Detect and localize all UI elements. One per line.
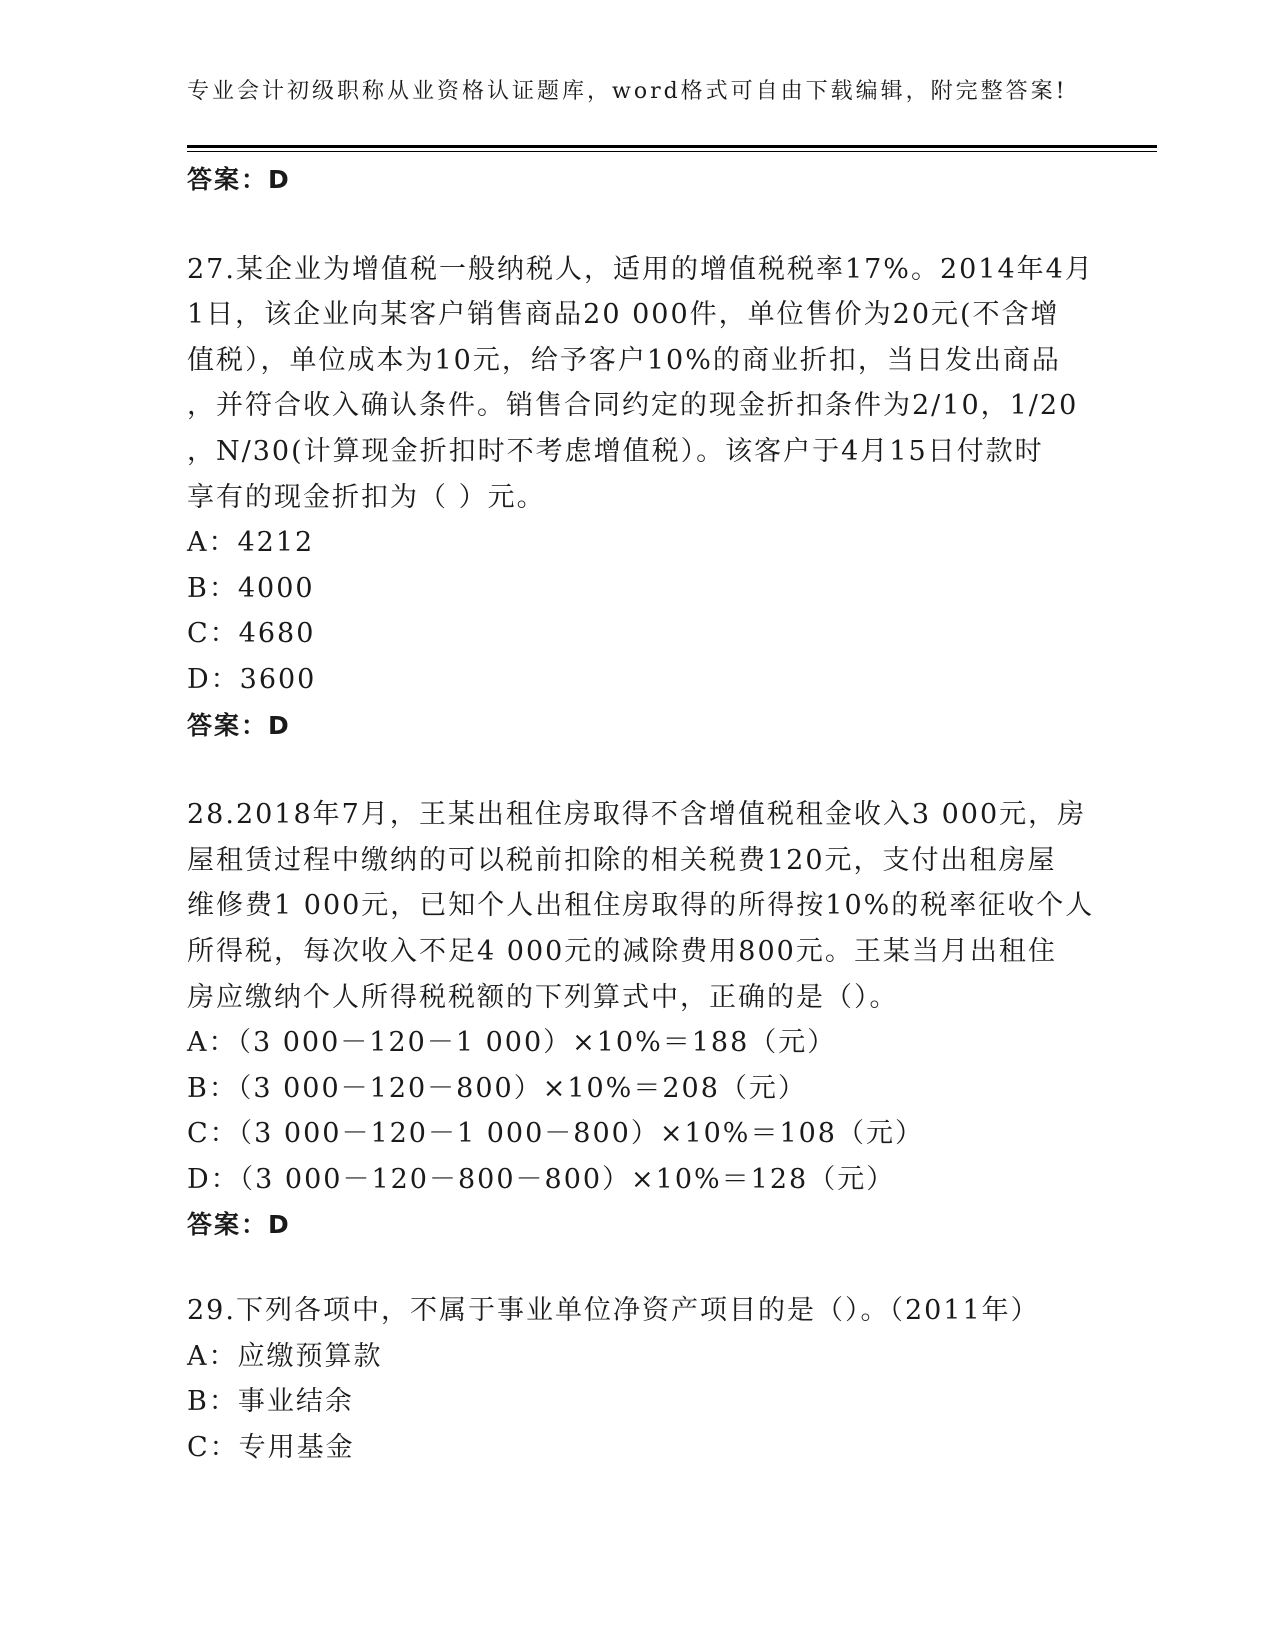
q28-answer: 答案：D <box>187 1210 291 1240</box>
question-27 <box>187 247 1094 749</box>
q27-answer: 答案：D <box>187 710 291 740</box>
question-29 <box>187 1288 1087 1470</box>
q29-option-c: C：专用基金 <box>187 1431 355 1463</box>
page-header: 专业会计初级职称从业资格认证题库，word格式可自由下载编辑，附完整答案! <box>187 79 1068 104</box>
q27-option-b: B：4000 <box>187 572 315 604</box>
q28-option-b: B：（3 000－120－800）×10%＝208（元） <box>187 1072 807 1104</box>
question-28 <box>187 792 1095 1248</box>
q27-line-2: 1日，该企业向某客户销售商品20 000件，单位售价为20元(不含增 <box>187 299 1060 331</box>
q27-option-c: C：4680 <box>187 618 316 650</box>
q29-option-b: B：事业结余 <box>187 1386 354 1418</box>
q29-option-a: A：应缴预算款 <box>187 1340 383 1372</box>
header-rule-thin <box>187 151 1157 152</box>
q29-line-1: 29.下列各项中，不属于事业单位净资产项目的是（）。（2011年） <box>187 1295 1040 1327</box>
q28-option-c: C：（3 000－120－1 000－800）×10%＝108（元） <box>187 1118 924 1150</box>
q28-option-a: A：（3 000－120－1 000）×10%＝188（元） <box>187 1027 837 1059</box>
q28-line-5: 房应缴纳个人所得税税额的下列算式中，正确的是（）。 <box>187 981 899 1013</box>
q27-line-5: ，N/30(计算现金折扣时不考虑增值税）。该客户于4月15日付款时 <box>187 435 1044 467</box>
q27-option-d: D：3600 <box>187 663 317 695</box>
q27-line-3: 值税），单位成本为10元，给予客户10%的商业折扣，当日发出商品 <box>187 344 1061 376</box>
q28-option-d: D：（3 000－120－800－800）×10%＝128（元） <box>187 1163 896 1195</box>
q28-line-3: 维修费1 000元，已知个人出租住房取得的所得按10%的税率征收个人 <box>187 890 1095 922</box>
q27-line-1: 27.某企业为增值税一般纳税人，适用的增值税税率17%。2014年4月 <box>187 253 1094 285</box>
q27-line-6: 享有的现金折扣为（ ）元。 <box>187 481 546 513</box>
q28-line-2: 屋租赁过程中缴纳的可以税前扣除的相关税费120元，支付出租房屋 <box>187 844 1057 876</box>
header-rule-thick <box>187 145 1157 148</box>
q27-line-4: ，并符合收入确认条件。销售合同约定的现金折扣条件为2/10，1/20 <box>187 390 1079 422</box>
q28-line-1: 28.2018年7月，王某出租住房取得不含增值税租金收入3 000元，房 <box>187 799 1087 831</box>
prev-answer: 答案：D <box>187 165 291 194</box>
page-content <box>187 157 1095 1470</box>
q27-option-a: A：4212 <box>187 527 315 559</box>
q28-line-4: 所得税，每次收入不足4 000元的减除费用800元。王某当月出租住 <box>187 935 1057 967</box>
